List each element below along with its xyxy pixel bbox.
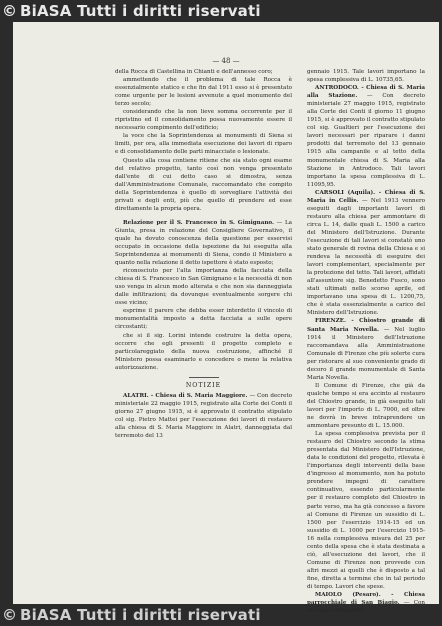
paragraph: La spesa complessiva prevista per il restauro del Chiostro secondo la stima presentata dal Ministero dell'Istruzione, data le condizioni del progetto, rilevata è l'importanza degli interventi della base d'ingresso al monumento, non ha potuto prendere impegni di carattere continuativo, essendo particolarmente per il restauro completo del Chiostro in parte verso, ma ha già concesso a favore al Comune di Firenze un sussidio di L. 1500 per l'esercizio 1914-15 ed un sussidio di L. 1000 per l'esercizio 1915-16 nella complessiva misura del 25 per cento della spesa che è stata destinata a ciò, all'esecuzione dei lavori, che il Comune di Firenze non provvede con altri mezzi ai quelli che è disposto a tal fine, diretta a termine che in tal periodo di tempo. Lavori che spese. <box>307 431 425 590</box>
paragraph: della Rocca di Castellina in Chianti e dell'annesso coro; <box>115 69 273 75</box>
entry-heading: Relazione per il S. Francesco in S. Gimignano. <box>123 219 274 226</box>
entry-body: — Con decreto ministeriale <box>307 600 425 615</box>
entry-body: — Nel 1913 vennero eseguiti dagli importanti lavori di restauro alla chiesa per ammontare di circa L. 14, dalle quali L. 1500 a carico del Ministero dell'Istruzione. Durante l'esecuzione di tali lavori si constatò uno stato generale di rovina della Chiesa e si rendeva la necessità di eseguire dei lavori complementari, specialmente per la protezione del tetto. Tali lavori, affidati all'assuntore sig. Benedetto Fusco, sono stati ultimati nello scorso aprile, ed importavano una spesa di L. 1200,75, che è stata essenzialmente a carico del Ministero dell'Istruzione. <box>307 197 425 317</box>
right-column <box>307 68 425 615</box>
paragraph: la voce che la Soprintendenza ai monumenti di Siena si limiti, per ora, alla immediata esecuzione dei lavori di riparo e di consolidamento delle parti minacciate o lesionate. <box>115 133 292 156</box>
section-rule <box>189 377 219 378</box>
entry-heading: MAIOLO (Pesaro). - Chiesa parrocchiale di San Biagio. <box>307 592 425 607</box>
entry-heading: ALATRI. - Chiesa di S. Maria Maggiore. <box>123 392 248 399</box>
paragraph: che si il sig. Lorini intende costruire la detta opera, occorre che egli presenti il progetto completo e particolareggiato della nuova costruzione, affinché il Ministero possa esaminarlo e concedere o meno la relativa autorizzazione. <box>115 332 292 371</box>
section-title: NOTIZIE <box>185 381 222 389</box>
entry-san-gimignano <box>115 219 292 267</box>
entry-body: — Con decreto ministeriale 27 maggio 1915, registrato alla Corte dei Conti il giorno 11 giugno 1915, si è approvato il contratto stipulato col sig. Gualtieri per l'esecuzione dei lavori necessari per riparare i danni prodotti dal terremoto del 13 gennaio 1915 alla campanile e al tetto della monumentale chiesa di S. Maria alla Stazione in Antrodoco. Tali lavori importano la spesa complessiva di L. 11095,95. <box>307 93 425 188</box>
paragraph: Il Comune di Firenze, che già da qualche tempo si era accinto al restauro del Chiostro grande, in già eseguito tali lavori per l'importo di L. 7000, ed oltre ne dovrà in breve intraprendere un ammontare presunto di L. 15.000. <box>307 382 425 430</box>
entry-heading: ANTRODOCO. - Chiesa di S. Maria alla Stazione. <box>307 85 425 100</box>
entry-body: — La Giunta, presa in relazione del Consigliere Governativo, il quale ha dovuto conoscenza della questione per esservisi occupato in occasione della ispezione da lui eseguita alla Soprintendenza ai monumenti di Siena, condo il Ministero a quanto nella relazione il detto ispettore è stato esposto; <box>115 219 292 267</box>
paragraph: riconosciuto per l'alta importanza della facciata della chiesa di S. Francesco in San Gimignano e la necessità di non uso venga in alcun modo alterata e che non sia danneggiata dalle infiltrazioni; da dovunque eventualmente sorgere chi osse vicino; <box>115 268 292 307</box>
copyright-icon: © <box>2 606 18 624</box>
watermark-top <box>0 0 442 22</box>
entry-body: — Nel luglio 1914 il Ministero dell'Istruzione raccomandava alla Amministrazione Comunale di Firenze che più solerte cura per ristorare al suo conveniente grado di decoro il grande monumentale di Santa Maria Novella. <box>307 326 426 381</box>
watermark-bottom-text: BiASA Tutti i diritti riservati <box>20 606 261 624</box>
watermark-bottom <box>0 604 442 626</box>
copyright-icon: © <box>2 2 18 20</box>
left-column <box>115 68 292 440</box>
paragraph: considerando che la non lieve somma occorrente per il ripristino ed il consolidamento possa nuovamente essere il necessario compimento dell'edificio; <box>115 109 292 132</box>
entry-carsoli <box>307 189 425 318</box>
entry-heading: CARSOLI (Aquila). - Chiesa di S. Maria in Cellis. <box>307 189 425 204</box>
paragraph: esprime il parere che debba esser interdetto il vincolo di monumentalità imposto a detta facciata a sulle opere circostanti; <box>115 308 292 331</box>
watermark-top-text: BiASA Tutti i diritti riservati <box>20 2 261 20</box>
paragraph: Questo alla cosa contiene ritiene che sia stato ogni esame del relativo progetto, tanto così non venga presentato dall'ente di cui detto caso si dimostra, senza dall'Amministrazione Comunale, raccomandato che compito della Soprintendenza è quello di sorvegliare l'attività dei privati e degli enti, più che quello di prendere ed esse direttamente la propria opera. <box>115 157 292 212</box>
paragraph: ammettendo che il problema di tale Rocca è essenzialmente statico e che fin dal 1911 esso si è presentato come urgente per le lesioni avvenute a quel monumento del terzo secolo; <box>115 77 292 108</box>
paragraph: gennaio 1915. Tale lavori importano la spesa complessiva di L. 10735,65. <box>307 69 425 84</box>
entry-firenze <box>307 317 425 381</box>
page-number: — 48 — <box>212 57 240 65</box>
entry-alatri <box>115 392 292 440</box>
entry-body: — Con decreto ministeriale 22 maggio 1915, registrato alla Corte dei Conti il giorno 27 giugno 1915, si è approvato il contratto stipulato col sig. Pietro Mattei per l'esecuzione dei lavori di restauro alla chiesa di S. Maria Maggiore in Alatri, danneggiata dal terremoto del 13 <box>115 392 293 440</box>
entry-antrodoco <box>307 84 425 189</box>
entry-heading: FIRENZE. - Chiostro grande di Santa Maria Novella. <box>307 318 425 333</box>
